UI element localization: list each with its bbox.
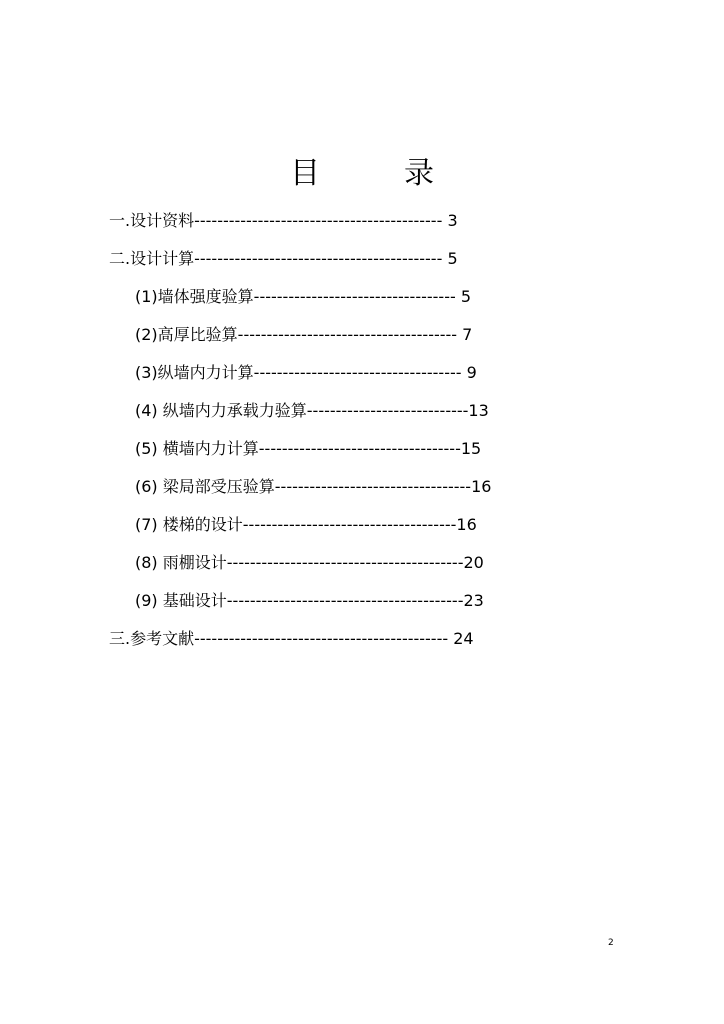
toc-entry-page: -16 (465, 477, 492, 496)
toc-entry-page: 24 (448, 629, 474, 648)
toc-entry-label: (7) 楼梯的设计 (135, 515, 243, 534)
toc-entry-label: (4) 纵墙内力承载力验算 (135, 401, 307, 420)
toc-entry-leader: ------------------------------------------- (194, 249, 443, 268)
toc-title (0, 152, 724, 196)
toc-entry-label: (6) 梁局部受压验算 (135, 477, 275, 496)
toc-entry (135, 400, 489, 422)
toc-entry-leader: ------------------------------------------- (194, 211, 443, 230)
toc-entry-label: 一.设计资料 (109, 211, 195, 230)
toc-entry-label: 二.设计计算 (109, 249, 195, 268)
toc-entry (135, 514, 477, 536)
title-char-mu: 目 (290, 156, 320, 191)
toc-entry-page: 5 (455, 287, 472, 306)
toc-entry-label: 三.参考文献 (109, 629, 195, 648)
toc-entry-leader: ------------------------------------ (253, 363, 462, 382)
page-number: 2 (608, 938, 614, 948)
toc-entry-label: (1)墙体强度验算 (135, 287, 254, 306)
toc-entry-label: (9) 基础设计 (135, 591, 227, 610)
toc-entry (135, 552, 484, 574)
toc-entry-label: (2)高厚比验算 (135, 325, 238, 344)
toc-entry (135, 476, 491, 498)
toc-entry-leader: --------------------------------- (274, 477, 466, 496)
toc-entry-page: 16 (456, 515, 477, 534)
toc-entry-label: (3)纵墙内力计算 (135, 363, 254, 382)
toc-entry (109, 628, 474, 650)
toc-entry-leader: -------------------------------------- (237, 325, 458, 344)
title-char-lu: 录 (404, 156, 434, 191)
toc-entry (135, 590, 484, 612)
toc-entry-page: 9 (461, 363, 477, 382)
toc-entry (109, 248, 458, 270)
toc-entry (135, 324, 472, 346)
toc-entry-page: 13 (468, 401, 489, 420)
toc-entry-page: 3 (442, 211, 458, 230)
toc-entry-page: 15 (460, 439, 482, 458)
toc-entry-page: 20 (463, 553, 484, 572)
toc-entry-page: 7 (457, 325, 473, 344)
toc-entry-leader: ----------------------------------- (253, 287, 456, 306)
toc-entry (135, 286, 471, 308)
toc-entry (135, 438, 481, 460)
toc-entry-page: 23 (463, 591, 484, 610)
toc-entry-label: (8) 雨棚设计 (135, 553, 227, 572)
toc-entry (135, 362, 477, 384)
toc-entry-leader: ------------------------------------- (242, 515, 457, 534)
toc-entry-leader: ----------------------------------------- (226, 591, 464, 610)
toc-entry-leader: ----------------------------------- (258, 439, 461, 458)
toc-entry-page: 5 (442, 249, 458, 268)
toc-entry-leader: -------------------------------------------- (194, 629, 449, 648)
toc-entry-leader: ---------------------------- (306, 401, 469, 420)
toc-entry-label: (5) 横墙内力计算 (135, 439, 259, 458)
toc-entry (109, 210, 458, 232)
toc-entry-leader: ----------------------------------------- (226, 553, 464, 572)
